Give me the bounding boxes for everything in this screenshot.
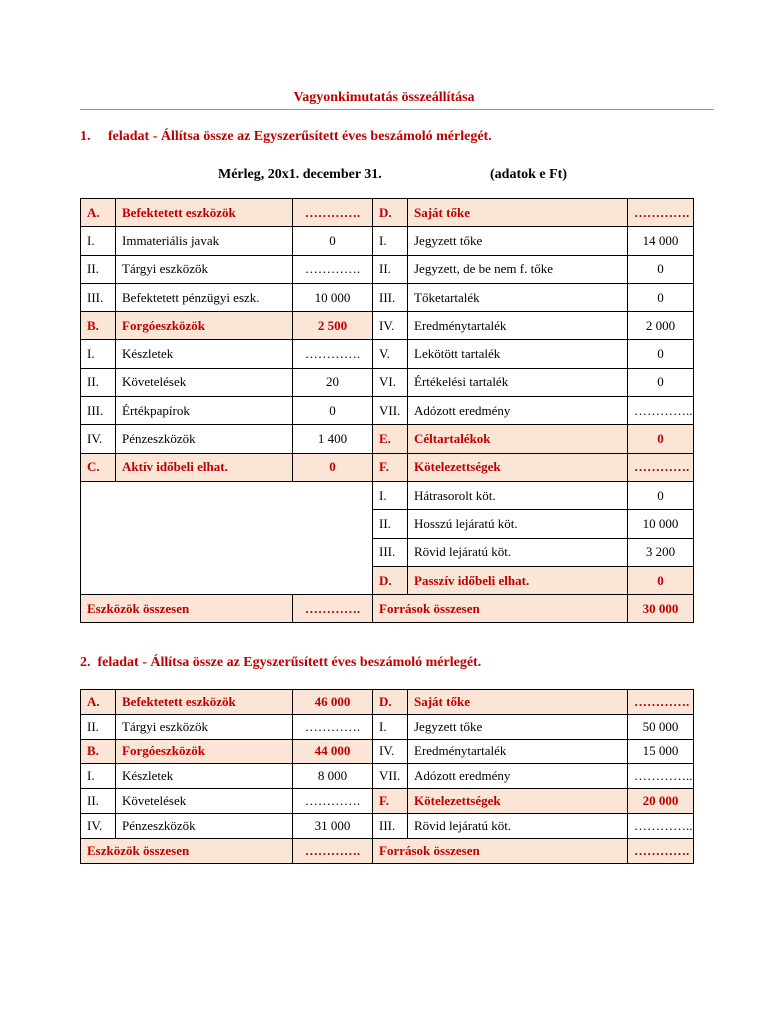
row-left-label: Forgóeszközök <box>116 739 293 764</box>
row-right-index: III. <box>373 813 408 838</box>
task-1-text: feladat - Állítsa össze az Egyszerűsített éves beszámoló mérlegét. <box>108 129 492 144</box>
table-row <box>81 425 694 453</box>
task-2-heading <box>80 655 481 671</box>
row-right-value: 2 000 <box>628 312 694 340</box>
table-row <box>81 739 694 764</box>
row-left-index: B. <box>81 312 116 340</box>
balance-sheet-table-1 <box>80 198 694 623</box>
row-left-index: I. <box>81 340 116 368</box>
table-row <box>81 283 694 311</box>
row-right-value: 3 200 <box>628 538 694 566</box>
row-right-index: IV. <box>373 312 408 340</box>
row-right-index: I. <box>373 227 408 255</box>
table-row <box>81 199 694 227</box>
row-left-value: …………. <box>293 255 373 283</box>
row-right-index: IV. <box>373 739 408 764</box>
table-row <box>81 764 694 789</box>
row-right-index: VII. <box>373 397 408 425</box>
total-liabilities-value: …………. <box>628 838 694 863</box>
row-left-value: 20 <box>293 368 373 396</box>
row-right-value: 15 000 <box>628 739 694 764</box>
row-left-label: Értékpapírok <box>116 397 293 425</box>
row-right-index: I. <box>373 481 408 509</box>
row-left-value: …………. <box>293 714 373 739</box>
row-right-value: 14 000 <box>628 227 694 255</box>
row-right-value: ………….. <box>628 397 694 425</box>
row-left-value: 1 400 <box>293 425 373 453</box>
row-left-label: Befektetett pénzügyi eszk. <box>116 283 293 311</box>
row-left-index: A. <box>81 199 116 227</box>
row-left-label: Tárgyi eszközök <box>116 255 293 283</box>
row-right-index: F. <box>373 789 408 814</box>
row-right-label: Eredménytartalék <box>408 312 628 340</box>
table-row <box>81 690 694 715</box>
totals-row <box>81 595 694 623</box>
row-right-index: I. <box>373 714 408 739</box>
table-row <box>81 255 694 283</box>
row-left-label: Követelések <box>116 368 293 396</box>
row-right-label: Kötelezettségek <box>408 789 628 814</box>
task-1-number: 1. <box>80 129 91 144</box>
row-left-label: Pénzeszközök <box>116 425 293 453</box>
row-left-index: III. <box>81 283 116 311</box>
row-right-value: 10 000 <box>628 510 694 538</box>
row-right-index: VII. <box>373 764 408 789</box>
table-row <box>81 714 694 739</box>
row-right-label: Adózott eredmény <box>408 397 628 425</box>
row-right-label: Lekötött tartalék <box>408 340 628 368</box>
row-left-value: …………. <box>293 199 373 227</box>
row-left-label: Pénzeszközök <box>116 813 293 838</box>
row-right-index: II. <box>373 510 408 538</box>
row-left-label: Készletek <box>116 340 293 368</box>
row-left-label: Forgóeszközök <box>116 312 293 340</box>
row-left-value: 31 000 <box>293 813 373 838</box>
row-right-label: Eredménytartalék <box>408 739 628 764</box>
row-left-label: Követelések <box>116 789 293 814</box>
table-row <box>81 481 694 509</box>
total-assets-label: Eszközök összesen <box>81 595 293 623</box>
task-2-text: feladat - Állítsa össze az Egyszerűsített éves beszámoló mérlegét. <box>97 655 482 670</box>
row-right-value: 0 <box>628 340 694 368</box>
row-right-label: Saját tőke <box>408 690 628 715</box>
row-right-value: 0 <box>628 368 694 396</box>
row-left-value: 8 000 <box>293 764 373 789</box>
row-right-value: 0 <box>628 566 694 594</box>
row-right-label: Jegyzett tőke <box>408 227 628 255</box>
table-row <box>81 789 694 814</box>
row-left-index: II. <box>81 789 116 814</box>
row-left-index: II. <box>81 714 116 739</box>
row-right-value: 0 <box>628 481 694 509</box>
row-right-value: ………….. <box>628 764 694 789</box>
row-left-label: Készletek <box>116 764 293 789</box>
row-left-value: 0 <box>293 227 373 255</box>
row-right-value: ………….. <box>628 813 694 838</box>
row-left-index: II. <box>81 368 116 396</box>
table-row <box>81 453 694 481</box>
row-right-index: D. <box>373 199 408 227</box>
row-left-value: …………. <box>293 340 373 368</box>
row-right-value: 0 <box>628 255 694 283</box>
row-left-label: Befektetett eszközök <box>116 199 293 227</box>
row-right-label: Hátrasorolt köt. <box>408 481 628 509</box>
row-right-label: Rövid lejáratú köt. <box>408 813 628 838</box>
row-left-value: …………. <box>293 789 373 814</box>
row-right-index: II. <box>373 255 408 283</box>
total-liabilities-label: Források összesen <box>373 595 628 623</box>
row-right-label: Rövid lejáratú köt. <box>408 538 628 566</box>
row-right-value: 20 000 <box>628 789 694 814</box>
row-right-value: …………. <box>628 199 694 227</box>
row-right-label: Adózott eredmény <box>408 764 628 789</box>
row-left-label: Tárgyi eszközök <box>116 714 293 739</box>
task-2-number: 2. <box>80 655 91 670</box>
row-right-index: VI. <box>373 368 408 396</box>
row-left-label: Aktív időbeli elhat. <box>116 453 293 481</box>
document-title: Vagyonkimutatás összeállítása <box>293 90 475 105</box>
row-left-index: C. <box>81 453 116 481</box>
table-row <box>81 340 694 368</box>
row-left-index: I. <box>81 764 116 789</box>
balance-sheet-table-2 <box>80 689 694 864</box>
row-left-value: 10 000 <box>293 283 373 311</box>
total-assets-value: …………. <box>293 838 373 863</box>
row-right-index: D. <box>373 566 408 594</box>
balance-sheet-title: Mérleg, 20x1. december 31. <box>218 167 382 182</box>
row-right-index: F. <box>373 453 408 481</box>
row-right-value: …………. <box>628 690 694 715</box>
row-right-value: …………. <box>628 453 694 481</box>
row-left-index: I. <box>81 227 116 255</box>
row-left-label: Immateriális javak <box>116 227 293 255</box>
total-assets-label: Eszközök összesen <box>81 838 293 863</box>
title-divider <box>80 109 714 110</box>
row-right-index: D. <box>373 690 408 715</box>
row-right-label: Passzív időbeli elhat. <box>408 566 628 594</box>
row-left-value: 0 <box>293 397 373 425</box>
row-left-index: B. <box>81 739 116 764</box>
row-right-label: Értékelési tartalék <box>408 368 628 396</box>
empty-left-block <box>81 481 373 594</box>
row-right-value: 0 <box>628 425 694 453</box>
row-left-index: A. <box>81 690 116 715</box>
task-1-heading <box>80 129 492 145</box>
table-row <box>81 397 694 425</box>
total-liabilities-label: Források összesen <box>373 838 628 863</box>
row-left-value: 44 000 <box>293 739 373 764</box>
row-right-label: Jegyzett, de be nem f. tőke <box>408 255 628 283</box>
row-right-label: Jegyzett tőke <box>408 714 628 739</box>
row-left-label: Befektetett eszközök <box>116 690 293 715</box>
total-assets-value: …………. <box>293 595 373 623</box>
row-right-label: Saját tőke <box>408 199 628 227</box>
row-left-value: 46 000 <box>293 690 373 715</box>
row-right-index: III. <box>373 283 408 311</box>
row-left-value: 2 500 <box>293 312 373 340</box>
row-right-index: E. <box>373 425 408 453</box>
row-left-value: 0 <box>293 453 373 481</box>
row-left-index: IV. <box>81 813 116 838</box>
units-note: (adatok e Ft) <box>490 167 567 182</box>
row-right-value: 50 000 <box>628 714 694 739</box>
table-row <box>81 813 694 838</box>
table-row <box>81 227 694 255</box>
total-liabilities-value: 30 000 <box>628 595 694 623</box>
row-right-index: V. <box>373 340 408 368</box>
totals-row <box>81 838 694 863</box>
row-left-index: II. <box>81 255 116 283</box>
row-right-label: Kötelezettségek <box>408 453 628 481</box>
row-left-index: III. <box>81 397 116 425</box>
row-right-label: Céltartalékok <box>408 425 628 453</box>
table-row <box>81 368 694 396</box>
row-right-label: Hosszú lejáratú köt. <box>408 510 628 538</box>
row-right-label: Tőketartalék <box>408 283 628 311</box>
table-row <box>81 312 694 340</box>
row-right-value: 0 <box>628 283 694 311</box>
row-left-index: IV. <box>81 425 116 453</box>
row-right-index: III. <box>373 538 408 566</box>
